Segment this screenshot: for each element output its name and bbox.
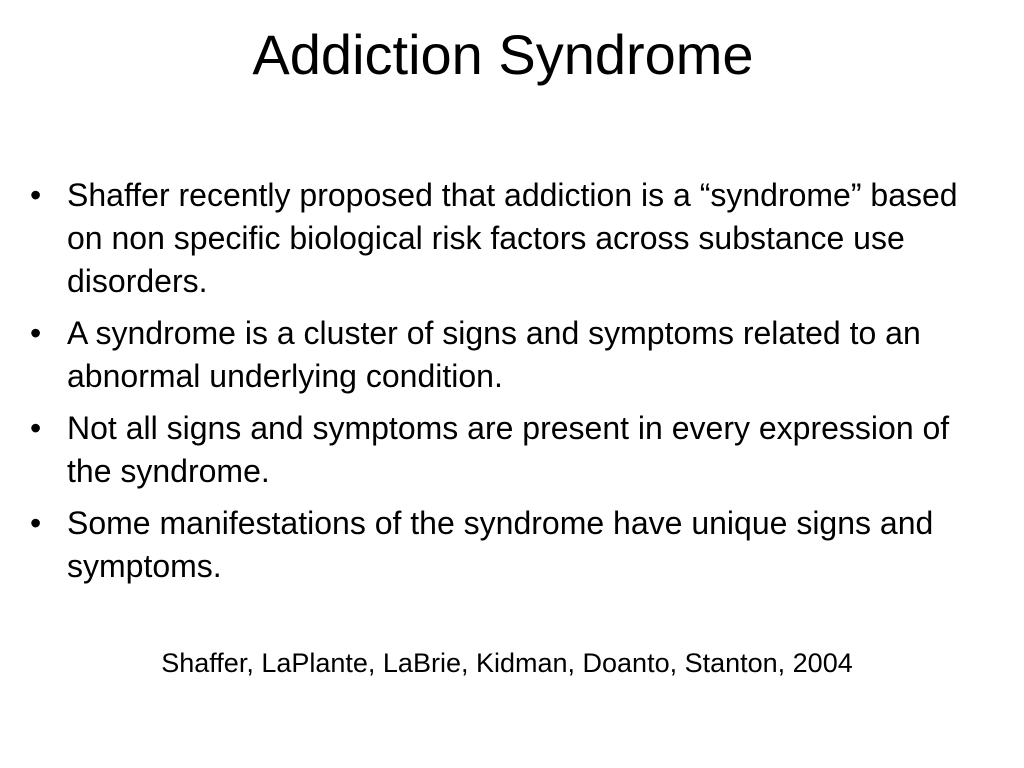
bullet-icon: • (30, 315, 42, 351)
bullet-list (30, 174, 990, 597)
citation: Shaffer, LaPlante, LaBrie, Kidman, Doanto, Stanton, 2004 (161, 648, 853, 678)
bullet-icon: • (30, 505, 42, 541)
slide-title: Addiction Syndrome (252, 23, 754, 86)
bullet-text: Shaffer recently proposed that addiction is a “syndrome” based on non specific biological risk factors across substance use disorders. (67, 177, 958, 299)
bullet-text: Not all signs and symptoms are present in every expression of the syndrome. (67, 410, 950, 489)
bullet-item (30, 502, 990, 588)
bullet-icon: • (30, 177, 42, 213)
bullet-item (30, 407, 990, 493)
bullet-item (30, 312, 990, 398)
bullet-text: A syndrome is a cluster of signs and symptoms related to an abnormal underlying condition. (67, 315, 921, 394)
bullet-text: Some manifestations of the syndrome have unique signs and symptoms. (67, 505, 934, 584)
bullet-item (30, 174, 990, 303)
bullet-icon: • (30, 410, 42, 446)
